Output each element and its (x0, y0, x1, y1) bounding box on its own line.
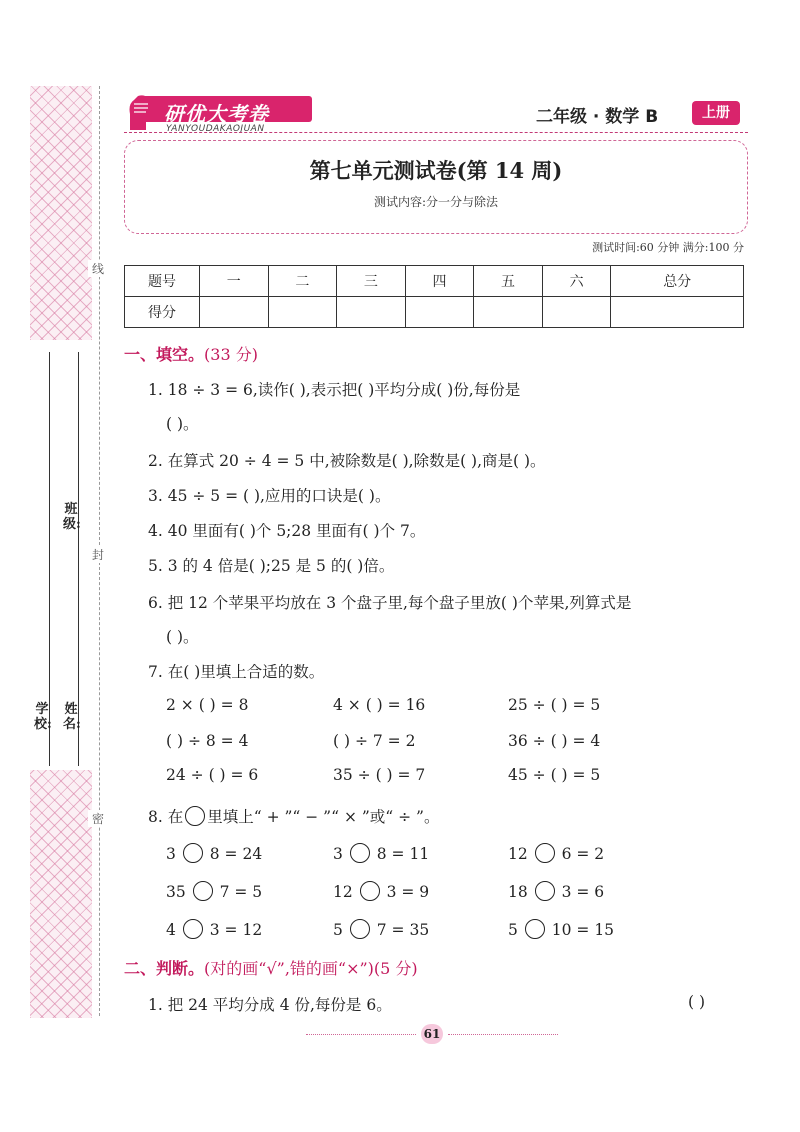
score-header-cell: 一 (200, 266, 269, 297)
q7-item: 2 × ( ) = 8 (166, 696, 249, 714)
q8-suffix: 里填上“ + ”“ − ”“ × ”或“ ÷ ”。 (207, 808, 440, 826)
q8-item (333, 843, 429, 863)
q8-operand: 4 (166, 921, 176, 939)
margin-char-line: 线 (88, 260, 108, 277)
circle-blank[interactable] (535, 843, 555, 863)
title-box (124, 140, 748, 234)
question-6-line-1: 6. 把 12 个苹果平均放在 3 个盘子里,每个盘子里放( )个苹果,列算式是 (148, 594, 632, 612)
class-label: 班级: (63, 502, 81, 532)
q8-rest: 8 = 11 (376, 845, 430, 863)
circle-blank[interactable] (350, 843, 370, 863)
question-1-line-2: ( )。 (166, 415, 199, 433)
score-table-row (125, 297, 744, 328)
name-label: 姓名: (63, 702, 81, 732)
q8-item (508, 919, 614, 939)
q7-item: 45 ÷ ( ) = 5 (508, 766, 601, 784)
section-2-points: (对的画“√”,错的画“×”)(5 分) (204, 959, 418, 978)
q8-item (166, 843, 262, 863)
q8-rest: 10 = 15 (551, 921, 615, 939)
score-cell[interactable] (405, 297, 474, 328)
q8-operand: 3 (166, 845, 176, 863)
score-header-cell: 二 (268, 266, 337, 297)
score-cell[interactable] (200, 297, 269, 328)
q8-item (166, 919, 262, 939)
margin-pattern-bottom (30, 770, 92, 1018)
header-rule (124, 132, 748, 133)
q8-operand: 18 (508, 883, 528, 901)
circle-blank[interactable] (535, 881, 555, 901)
footer-rule-left (306, 1034, 416, 1035)
q8-operand: 35 (166, 883, 186, 901)
q7-item: 4 × ( ) = 16 (333, 696, 426, 714)
question-5: 5. 3 的 4 倍是( );25 是 5 的( )倍。 (148, 557, 395, 575)
q7-item: 24 ÷ ( ) = 6 (166, 766, 259, 784)
q8-operand: 5 (333, 921, 343, 939)
question-8 (148, 805, 439, 827)
circle-blank[interactable] (360, 881, 380, 901)
q8-rest: 3 = 12 (209, 921, 263, 939)
margin-pattern-top (30, 86, 92, 340)
q8-operand: 5 (508, 921, 518, 939)
q8-operand: 12 (508, 845, 528, 863)
circle-blank[interactable] (350, 919, 370, 939)
q8-rest: 7 = 5 (219, 883, 263, 901)
question-2: 2. 在算式 20 ÷ 4 = 5 中,被除数是( ),除数是( ),商是( )。 (148, 452, 546, 470)
fist-icon (124, 92, 156, 132)
score-cell[interactable] (542, 297, 611, 328)
section-1-heading: 一、填空。 (124, 345, 205, 364)
q8-rest: 3 = 6 (561, 883, 605, 901)
q8-rest: 7 = 35 (376, 921, 430, 939)
grade-subject: 二年级 · 数学 B (536, 107, 659, 127)
margin-char-mi: 密 (88, 810, 108, 827)
q8-item (508, 843, 604, 863)
term-badge: 上册 (692, 101, 740, 125)
circle-blank[interactable] (193, 881, 213, 901)
score-cell[interactable] (337, 297, 406, 328)
q8-operand: 3 (333, 845, 343, 863)
q8-item (508, 881, 604, 901)
score-cell[interactable] (268, 297, 337, 328)
score-cell[interactable] (474, 297, 543, 328)
question-6-line-2: ( )。 (166, 628, 199, 646)
time-info: 测试时间:60 分钟 满分:100 分 (592, 241, 744, 254)
judge-answer-blank[interactable]: ( ) (688, 993, 706, 1011)
q7-item: 35 ÷ ( ) = 7 (333, 766, 426, 784)
margin-char-seal: 封 (88, 546, 108, 563)
logo-text: 研优大考卷 (164, 102, 269, 126)
score-row-label: 得分 (125, 297, 200, 328)
q7-item: 25 ÷ ( ) = 5 (508, 696, 601, 714)
q8-prefix: 8. 在 (148, 808, 184, 826)
q8-item (166, 881, 262, 901)
circle-blank[interactable] (183, 843, 203, 863)
school-label: 学校: (34, 702, 52, 732)
score-header-cell: 三 (337, 266, 406, 297)
section-1-points: (33 分) (204, 345, 258, 364)
question-7: 7. 在( )里填上合适的数。 (148, 663, 325, 681)
section-2-title (124, 956, 418, 979)
page-title: 第七单元测试卷(第 14 周) (309, 158, 563, 183)
section-2-heading: 二、判断。 (124, 959, 205, 978)
question-4: 4. 40 里面有( )个 5;28 里面有( )个 7。 (148, 522, 426, 540)
score-header-cell: 题号 (125, 266, 200, 297)
score-table (124, 265, 744, 328)
score-header-cell: 总分 (611, 266, 744, 297)
q7-item: ( ) ÷ 8 = 4 (166, 732, 249, 750)
q8-operand: 12 (333, 883, 353, 901)
footer-rule-right (448, 1034, 558, 1035)
q8-rest: 8 = 24 (209, 845, 263, 863)
circle-blank[interactable] (525, 919, 545, 939)
test-content: 测试内容:分一分与除法 (373, 195, 499, 209)
q7-item: ( ) ÷ 7 = 2 (333, 732, 416, 750)
judge-question-1: 1. 把 24 平均分成 4 份,每份是 6。 (148, 996, 392, 1014)
q8-item (333, 919, 429, 939)
q8-item (333, 881, 429, 901)
score-header-cell: 六 (542, 266, 611, 297)
score-header-cell: 五 (474, 266, 543, 297)
page-number: 61 (421, 1024, 443, 1044)
q8-rest: 3 = 9 (386, 883, 430, 901)
score-cell[interactable] (611, 297, 744, 328)
q8-rest: 6 = 2 (561, 845, 605, 863)
circle-blank[interactable] (183, 919, 203, 939)
q7-item: 36 ÷ ( ) = 4 (508, 732, 601, 750)
score-table-header-row (125, 266, 744, 297)
section-1-title (124, 342, 258, 365)
logo-subtext: YANYOUDAKAOJUAN (166, 124, 265, 134)
question-3: 3. 45 ÷ 5 = ( ),应用的口诀是( )。 (148, 487, 391, 505)
score-header-cell: 四 (405, 266, 474, 297)
circle-blank-icon (185, 806, 205, 826)
question-1-line-1: 1. 18 ÷ 3 = 6,读作( ),表示把( )平均分成( )份,每份是 (148, 381, 521, 399)
